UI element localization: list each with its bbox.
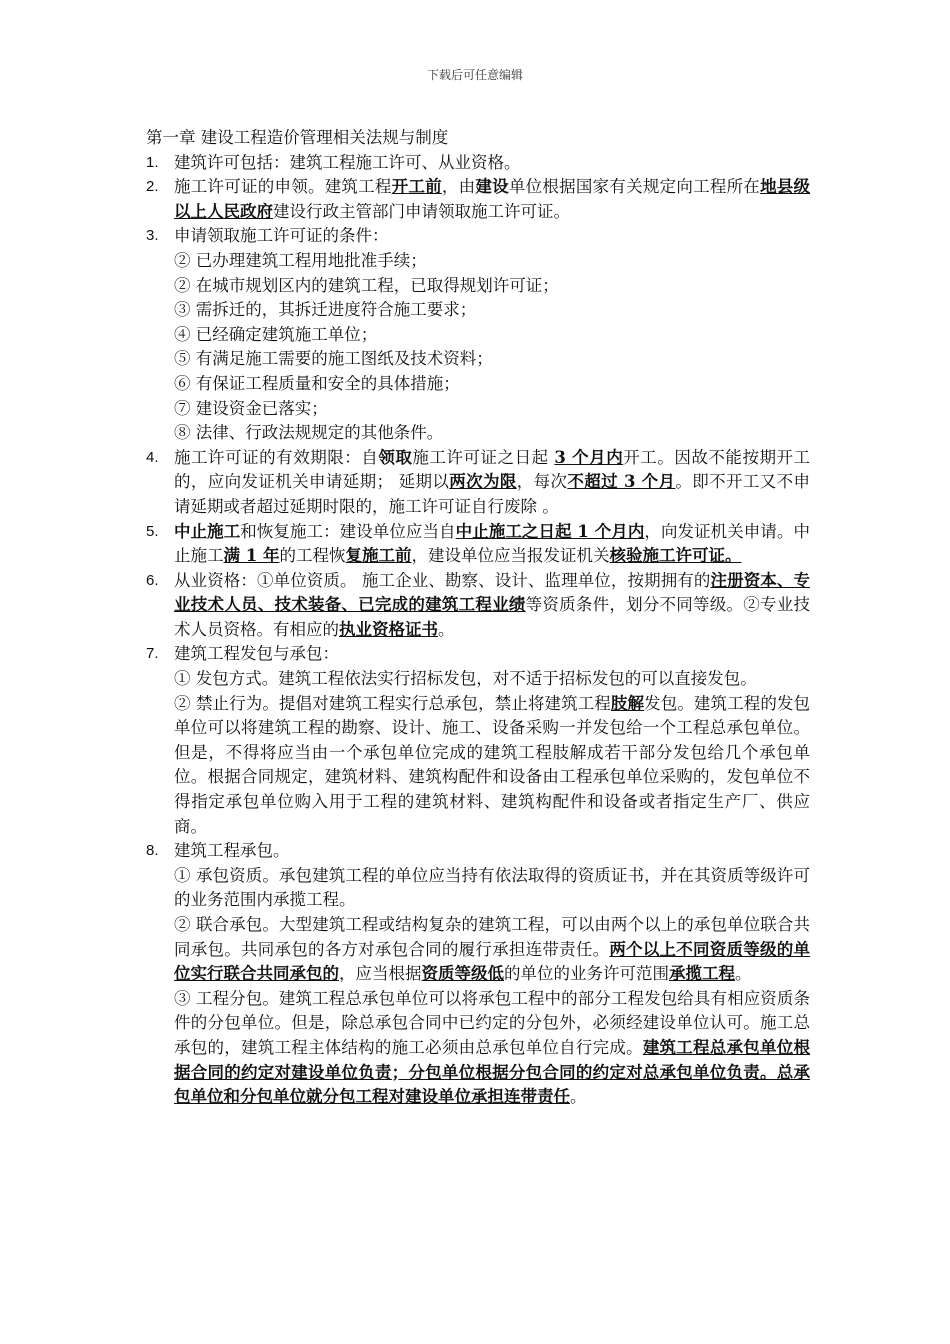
- chapter-title: 第一章 建设工程造价管理相关法规与制度: [146, 128, 449, 147]
- item-text: ② 联合承包。大型建筑工程或结构复杂的建筑工程，可以由两个以上的承包单位联合共同承包。共同承包的各方对承包合同的履行承担连带责任。: [174, 915, 810, 959]
- list-item-3: [146, 224, 810, 445]
- item-text: ，每次: [516, 472, 568, 492]
- list-item-6: [146, 569, 810, 643]
- item-text: 的工程恢: [279, 546, 346, 566]
- emphasis-text: 两次为限: [449, 472, 517, 492]
- item-text: ① 承包资质。承包建筑工程的单位应当持有依法取得的资质证书，并在其资质等级许可的业务范围内承揽工程。: [174, 865, 810, 910]
- item-text: ② 禁止行为。提倡对建筑工程实行总承包，禁止将建筑工程: [174, 693, 611, 713]
- emphasis-text: 中止施工之日起 1 个月内: [455, 521, 645, 541]
- list-item-7: [146, 642, 810, 667]
- emphasis-text: 核验施工许可证。: [609, 546, 742, 566]
- item-text: ，向发证机关申请。中止施工: [174, 521, 811, 566]
- item-text: 从业资格：①单位资质。 施工企业、勘察、设计、监理单位，按期拥有的: [174, 570, 711, 590]
- page-header: 下载后可任意编辑: [426, 68, 523, 82]
- item-text: 和恢复施工：建设单位应当自: [240, 521, 456, 541]
- paragraph-contracting-method: [146, 667, 810, 692]
- condition-line: ③ 需拆迁的，其拆迁进度符合施工要求；: [174, 300, 477, 320]
- item-text: 发包。建筑工程的发包单位可以将建筑工程的勘察、设计、施工、设备采购一并发包给一个工程总承包单位。但是，不得将应当由一个承包单位完成的建筑工程肢解成若干部分发包给几个承包单位。根据合同规定，建筑材料、建筑构配件和设备由工程承包单位采购的，发包单位不得指定承包单位购入用于工程的建筑材料、建筑构配件和设备或者指定生产厂、供应商。: [174, 693, 811, 836]
- item-text: 建筑工程发包与承包：: [174, 644, 339, 664]
- list-item-1: [146, 151, 810, 176]
- emphasis-text: 建设: [475, 177, 509, 197]
- emphasis-text: 执业资格证书: [339, 619, 438, 639]
- item-number: 6.: [146, 571, 159, 589]
- condition-line: ② 在城市规划区内的建筑工程，已取得规划许可证；: [174, 275, 559, 295]
- item-text: 开工。因故不能按期开工的，应向发证机关申请延期； 延期以: [174, 447, 811, 492]
- condition-line: ④ 已经确定建筑施工单位；: [174, 324, 378, 344]
- emphasis-text: 中止施工: [174, 521, 241, 541]
- emphasis-text: 开工前: [391, 177, 442, 197]
- list-item-5: [146, 520, 810, 569]
- emphasis-text: 两个以上不同资质等级的单位实行联合共同承包的: [174, 939, 811, 984]
- item-text: 。即不开工又不申请延期或者超过延期时限的，施工许可证自行废除 。: [174, 472, 811, 516]
- item-text: 。: [438, 619, 455, 639]
- item-text: 建筑工程承包。: [174, 841, 290, 861]
- item-text: ，建设单位应当报发证机关: [411, 546, 610, 566]
- paragraph-qualification: [146, 864, 810, 913]
- item-text: 。: [570, 1087, 587, 1107]
- condition-line: ② 已办理建筑工程用地批准手续；: [174, 250, 427, 270]
- item-number: 3.: [146, 227, 159, 245]
- emphasis-text: 注册资本、专业技术人员、技术装备、已完成的建筑工程业绩: [174, 570, 811, 615]
- condition-line: ⑧ 法律、行政法规规定的其他条件。: [174, 423, 444, 443]
- paragraph-subcontracting: [146, 987, 810, 1110]
- item-text: 建设行政主管部门申请领取施工许可证。: [273, 201, 570, 221]
- item-number: 5.: [146, 522, 159, 540]
- item-number: 8.: [146, 842, 159, 860]
- item-text: ，应当根据: [339, 964, 422, 984]
- emphasis-text: 建筑工程总承包单位根据合同的约定对建设单位负责；分包单位根据分包合同的约定对总承包单位负责。总承包单位和分包单位就分包工程对建设单位承担连带责任: [174, 1037, 811, 1107]
- item-number: 7.: [146, 645, 159, 663]
- condition-line: ⑦ 建设资金已落实；: [174, 398, 328, 418]
- list-item-8: [146, 839, 810, 864]
- item-number: 1.: [146, 153, 159, 171]
- item-text: 单位根据国家有关规定向工程所在: [508, 177, 761, 197]
- item-text: 的单位的业务许可范围: [504, 964, 669, 984]
- emphasis-text: 3 个月内: [554, 447, 624, 467]
- item-text: 施工许可证的有效期限：自: [174, 447, 379, 467]
- condition-line: ⑥ 有保证工程质量和安全的具体措施；: [174, 373, 460, 393]
- item-text: 申请领取施工许可证的条件：: [174, 226, 389, 246]
- condition-line: ⑤ 有满足施工需要的施工图纸及技术资料；: [174, 349, 493, 369]
- list-item-2: [146, 175, 810, 224]
- emphasis-text: 领取: [378, 447, 413, 467]
- item-text: 施工许可证的申领。建筑工程: [174, 177, 392, 197]
- emphasis-text: 肢解: [610, 693, 645, 713]
- item-text: 建筑许可包括：建筑工程施工许可、从业资格。: [174, 152, 521, 172]
- item-text: ③ 工程分包。建筑工程总承包单位可以将承包工程中的部分工程发包给具有相应资质条件的分包单位。但是，除总承包合同中已约定的分包外，必须经建设单位认可。施工总承包的，建筑工程主体结构的施工必须由总承包单位自行完成。: [174, 988, 810, 1057]
- item-text: 。: [735, 964, 752, 984]
- item-text: 施工许可证之日起: [412, 447, 555, 467]
- paragraph-prohibited-acts: [146, 692, 810, 840]
- item-text: ① 发包方式。建筑工程依法实行招标发包，对不适于招标发包的可以直接发包。: [174, 669, 757, 689]
- emphasis-text: 不超过 3 个月: [567, 472, 676, 492]
- item-text: ，由: [441, 177, 476, 197]
- document-body: [146, 126, 810, 1110]
- emphasis-text: 资质等级低: [421, 964, 504, 984]
- emphasis-text: 地县级以上人民政府: [174, 177, 811, 221]
- paragraph-joint-contracting: [146, 913, 810, 987]
- emphasis-text: 复施工前: [345, 546, 412, 566]
- emphasis-text: 承揽工程: [669, 964, 735, 984]
- item-text: 等资质条件，划分不同等级。②专业技术人员资格。有相应的: [174, 595, 811, 639]
- list-item-4: [146, 446, 810, 520]
- emphasis-text: 满 1 年: [223, 546, 280, 566]
- item-number: 4.: [146, 448, 159, 466]
- item-number: 2.: [146, 178, 159, 196]
